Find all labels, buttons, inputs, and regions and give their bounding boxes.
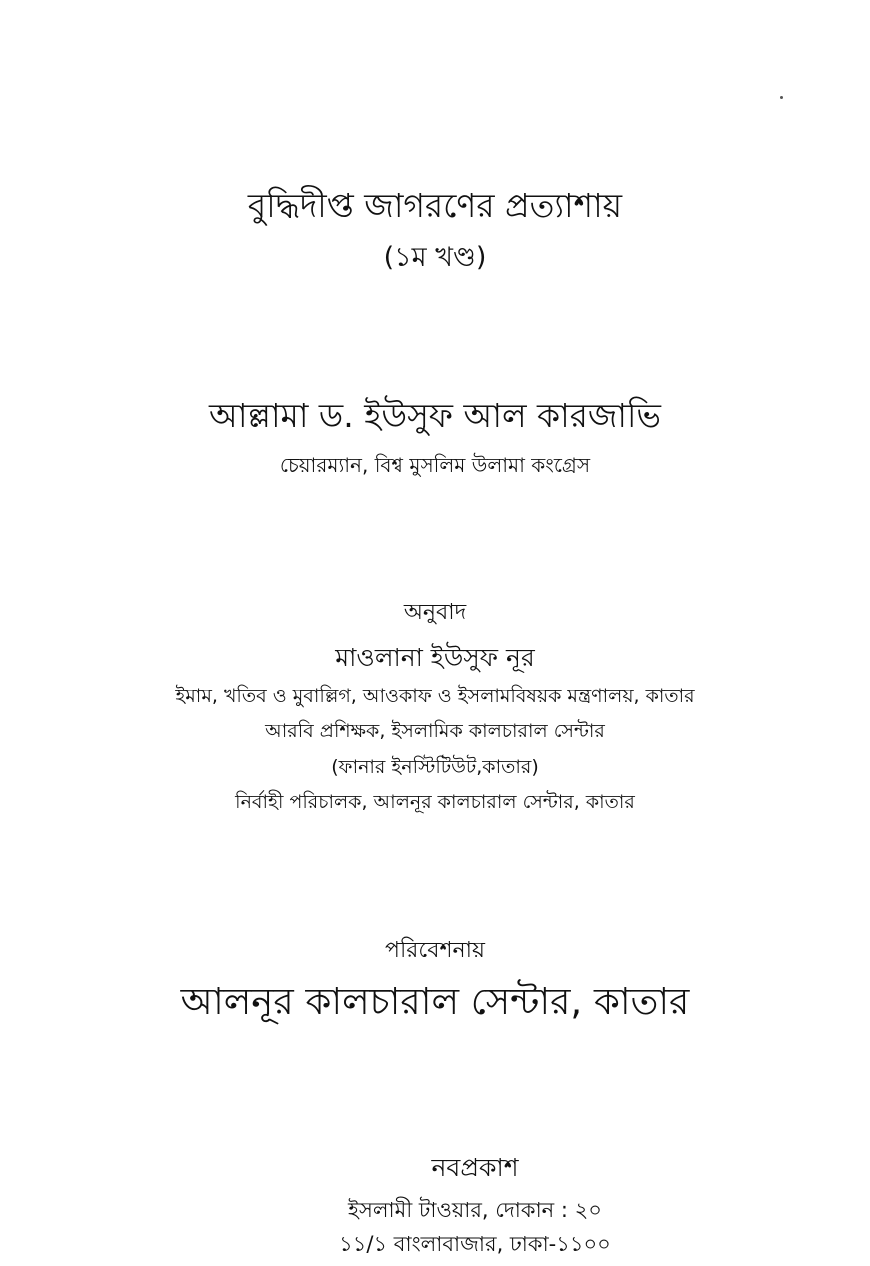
paper-speck xyxy=(780,96,783,99)
publisher-address-1: ইসলামী টাওয়ার, দোকান : ২০ xyxy=(348,1198,602,1222)
author-name: আল্লামা ড. ইউসুফ আল কারজাভি xyxy=(209,396,661,435)
author-designation: চেয়ারম্যান, বিশ্ব মুসলিম উলামা কংগ্রেস xyxy=(279,453,591,477)
translator-credential-3: (ফানার ইনস্টিটিউট,কাতার) xyxy=(331,756,539,778)
publisher-address-2: ১১/১ বাংলাবাজার, ঢাকা-১১০০ xyxy=(339,1232,611,1256)
presentation-label: পরিবেশনায় xyxy=(385,938,485,963)
publisher-name: নবপ্রকাশ xyxy=(431,1153,519,1182)
volume-label: (১ম খণ্ড) xyxy=(383,242,487,273)
translation-label: অনুবাদ xyxy=(403,600,467,625)
translator-name: মাওলানা ইউসুফ নূর xyxy=(335,643,535,672)
presenting-organization: আলনূর কালচারাল সেন্টার, কাতার xyxy=(180,980,690,1023)
book-title: বুদ্ধিদীপ্ত জাগরণের প্রত্যাশায় xyxy=(247,186,623,225)
translator-credential-2: আরবি প্রশিক্ষক, ইসলামিক কালচারাল সেন্টার xyxy=(265,720,605,742)
translator-credential-1: ইমাম, খতিব ও মুবাল্লিগ, আওকাফ ও ইসলামবিষয়ক মন্ত্রণালয়, কাতার xyxy=(175,685,695,707)
translator-credential-4: নির্বাহী পরিচালক, আলনূর কালচারাল সেন্টার, কাতার xyxy=(235,791,635,813)
